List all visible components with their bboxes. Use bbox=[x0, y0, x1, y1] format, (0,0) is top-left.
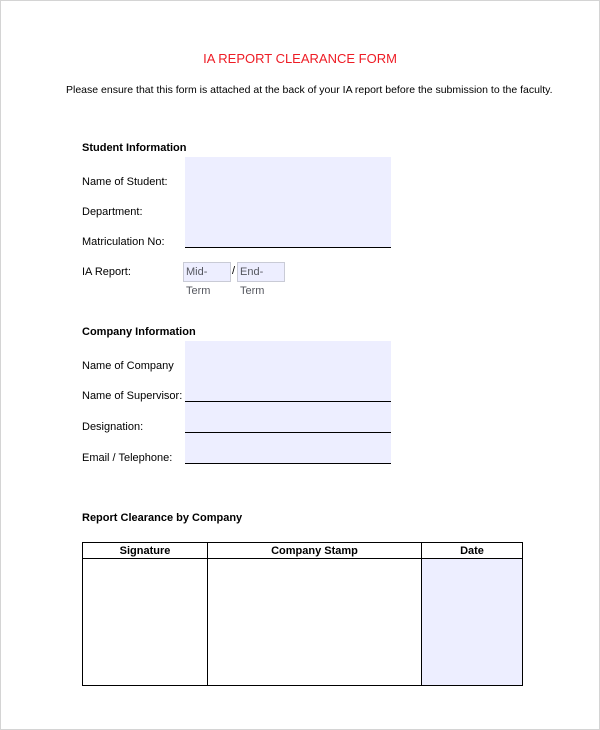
student-name-label: Name of Student: bbox=[82, 176, 168, 188]
form-title: IA REPORT CLEARANCE FORM bbox=[203, 51, 397, 66]
signature-cell[interactable] bbox=[83, 559, 208, 686]
department-label: Department: bbox=[82, 206, 143, 218]
email-telephone-label: Email / Telephone: bbox=[82, 452, 173, 464]
endterm-option[interactable]: End-Term bbox=[237, 262, 285, 282]
department-field[interactable] bbox=[185, 187, 391, 218]
designation-label: Designation: bbox=[82, 421, 144, 433]
instruction-text: Please ensure that this form is attached at the back of your IA report before the submission to the faculty. bbox=[66, 84, 553, 96]
ia-report-label: IA Report: bbox=[82, 266, 131, 278]
email-telephone-field[interactable] bbox=[185, 433, 391, 464]
student-name-field[interactable] bbox=[185, 157, 391, 188]
matriculation-label: Matriculation No: bbox=[82, 236, 165, 248]
clearance-heading: Report Clearance by Company bbox=[82, 512, 243, 524]
date-header: Date bbox=[422, 543, 523, 559]
signature-header: Signature bbox=[83, 543, 208, 559]
midterm-option[interactable]: Mid-Term bbox=[183, 262, 231, 282]
company-info-heading: Company Information bbox=[82, 326, 196, 338]
option-separator: / bbox=[232, 265, 236, 277]
supervisor-label: Name of Supervisor: bbox=[82, 390, 183, 402]
date-cell[interactable] bbox=[422, 559, 523, 686]
designation-field[interactable] bbox=[185, 402, 391, 433]
supervisor-field[interactable] bbox=[185, 371, 391, 402]
student-info-heading: Student Information bbox=[82, 142, 187, 154]
matriculation-field[interactable] bbox=[185, 217, 391, 248]
company-stamp-cell[interactable] bbox=[208, 559, 422, 686]
clearance-table bbox=[82, 542, 523, 686]
company-name-field[interactable] bbox=[185, 341, 391, 372]
company-name-label: Name of Company bbox=[82, 360, 174, 372]
company-stamp-header: Company Stamp bbox=[208, 543, 422, 559]
